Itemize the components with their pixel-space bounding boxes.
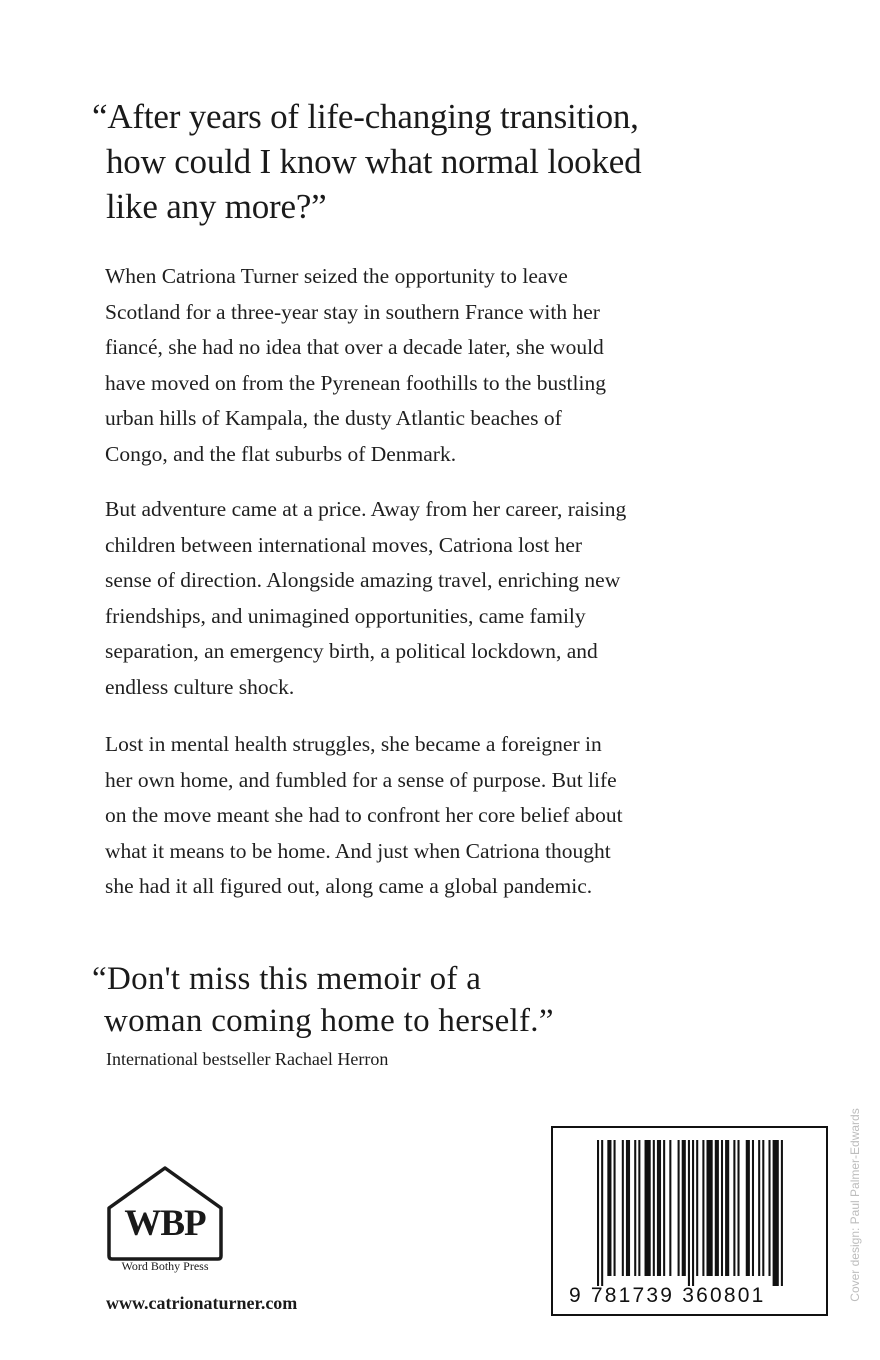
barcode-bar — [653, 1140, 655, 1276]
endorsement-attribution: International bestseller Rachael Herron — [106, 1049, 389, 1069]
barcode-bar — [638, 1140, 640, 1276]
endorsement-line: “Don't miss this memoir of a — [92, 961, 482, 997]
blurb-paragraph-2 — [105, 492, 745, 705]
blurb-line: Congo, and the flat suburbs of Denmark. — [105, 441, 457, 466]
barcode-bar — [622, 1140, 624, 1276]
barcode-bar — [678, 1140, 680, 1276]
blurb-line: sense of direction. Alongside amazing travel, enriching new — [105, 568, 621, 592]
publisher-logo-text: WBP — [124, 1203, 206, 1244]
barcode-bar — [597, 1140, 599, 1286]
barcode-bar — [758, 1140, 760, 1276]
blurb-paragraph-1 — [105, 259, 745, 472]
barcode-bar — [663, 1140, 665, 1276]
barcode-bar — [781, 1140, 783, 1286]
blurb-line: she had it all figured out, along came a global pandemic. — [105, 874, 593, 898]
barcode-bar — [752, 1140, 754, 1276]
barcode-bar — [746, 1140, 750, 1276]
barcode-bar — [702, 1140, 704, 1276]
blurb-line: But adventure came at a price. Away from her career, raising — [105, 497, 627, 521]
blurb-line: on the move meant she had to confront her core belief about — [105, 803, 623, 827]
author-website: www.catrionaturner.com — [106, 1293, 298, 1313]
endorsement-line: woman coming home to herself.” — [104, 1003, 554, 1039]
barcode-bar — [657, 1140, 661, 1276]
blurb-line: endless culture shock. — [105, 674, 295, 699]
pull-quote-line: like any more?” — [106, 187, 327, 226]
barcode-bar — [773, 1140, 779, 1286]
blurb-line: her own home, and fumbled for a sense of purpose. But life — [105, 767, 617, 792]
publisher-name: Word Bothy Press — [121, 1259, 209, 1273]
barcode-bar — [696, 1140, 698, 1276]
publisher-logo — [106, 1166, 224, 1278]
barcode-bar — [682, 1140, 686, 1276]
top-pull-quote — [92, 94, 642, 229]
blurb-line: fiancé, she had no idea that over a decade later, she would — [105, 335, 604, 359]
isbn-barcode — [551, 1126, 828, 1316]
barcode-bar — [715, 1140, 719, 1276]
blurb-line: what it means to be home. And just when Catriona thought — [105, 838, 611, 863]
barcode-bar — [692, 1140, 694, 1286]
barcode-bar — [634, 1140, 636, 1276]
endorsement-quote — [92, 958, 554, 1042]
barcode-bar — [626, 1140, 630, 1276]
pull-quote-line: how could I know what normal looked — [106, 142, 642, 181]
barcode-bar — [669, 1140, 671, 1276]
blurb-line: friendships, and unimagined opportunities, came family — [105, 603, 586, 628]
barcode-bar — [721, 1140, 723, 1276]
barcode-bar — [645, 1140, 651, 1276]
barcode-bar — [607, 1140, 611, 1276]
pull-quote-line: “After years of life-changing transition, — [92, 97, 639, 136]
barcode-bar — [725, 1140, 729, 1276]
barcode-bar — [706, 1140, 712, 1276]
blurb-paragraph-3 — [105, 727, 745, 905]
barcode-bar — [737, 1140, 739, 1276]
blurb-line: separation, an emergency birth, a political lockdown, and — [105, 639, 598, 663]
barcode-bar — [733, 1140, 735, 1276]
barcode-bar — [768, 1140, 770, 1276]
blurb-line: When Catriona Turner seized the opportunity to leave — [105, 264, 568, 288]
blurb-line: children between international moves, Catriona lost her — [105, 532, 583, 557]
isbn-digits: 9 781739 360801 — [569, 1284, 766, 1307]
barcode-bar — [762, 1140, 764, 1276]
barcode-bar — [688, 1140, 690, 1286]
barcode-bar — [601, 1140, 603, 1286]
cover-design-credit: Cover design: Paul Palmer-Edwards — [848, 1108, 862, 1302]
blurb-line: have moved on from the Pyrenean foothills to the bustling — [105, 370, 606, 395]
barcode-bar — [614, 1140, 616, 1276]
blurb-line: Lost in mental health struggles, she became a foreigner in — [105, 732, 602, 756]
blurb-line: urban hills of Kampala, the dusty Atlantic beaches of — [105, 406, 562, 430]
barcode-bars-graphic — [597, 1140, 785, 1286]
blurb-line: Scotland for a three-year stay in southern France with her — [105, 299, 600, 324]
